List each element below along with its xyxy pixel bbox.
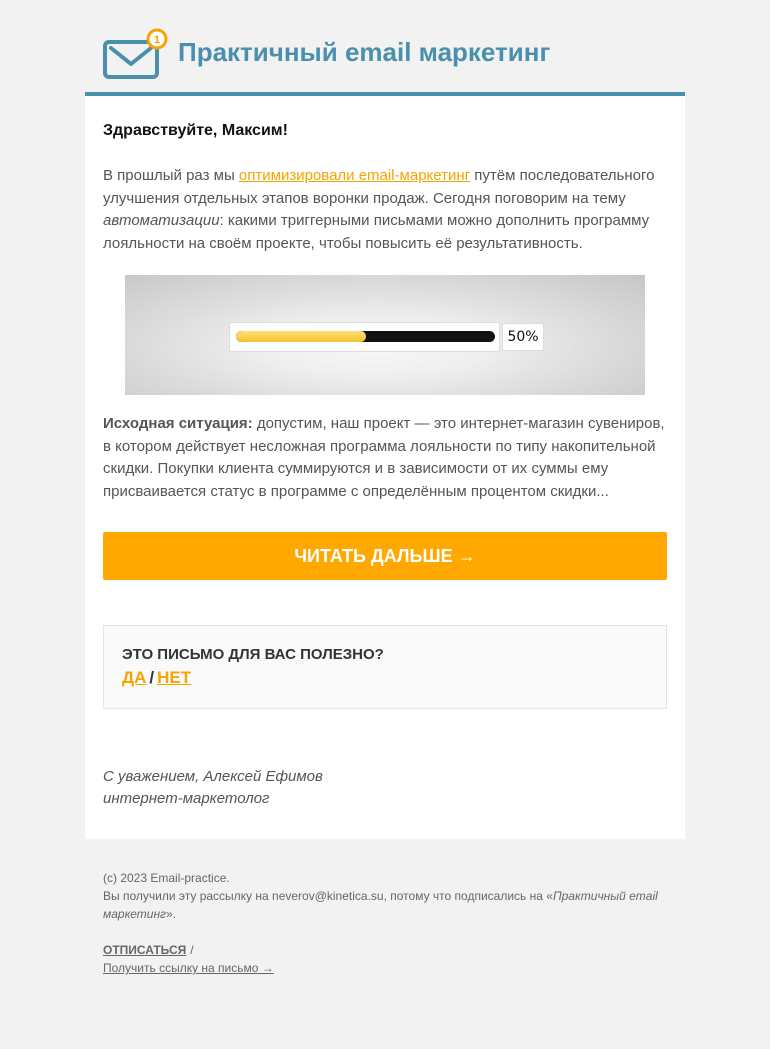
- email-footer: [85, 839, 685, 977]
- envelope-with-badge-icon: [103, 28, 169, 80]
- footer-links: [103, 941, 667, 977]
- signature-role: интернет-маркетолог: [103, 790, 270, 808]
- feedback-box: [103, 625, 667, 709]
- feedback-question: ЭТО ПИСЬМО ДЛЯ ВАС ПОЛЕЗНО?: [122, 645, 384, 663]
- web-version-link[interactable]: Получить ссылку на письмо →: [103, 961, 274, 976]
- intro-text-start: В прошлый раз мы: [103, 167, 239, 184]
- progress-bar: [229, 322, 500, 352]
- unsubscribe-link[interactable]: ОТПИСАТЬСЯ: [103, 943, 187, 958]
- feedback-no-link[interactable]: НЕТ: [157, 667, 192, 687]
- feedback-yes-link[interactable]: ДА: [122, 667, 147, 687]
- progress-fill: [236, 331, 366, 342]
- footer-note-text: Вы получили эту рассылку на neverov@kinetica.su, потому что подписались на «: [103, 889, 553, 904]
- footer-links-separator: /: [190, 943, 194, 958]
- feedback-separator: /: [149, 667, 155, 687]
- signature-name: С уважением, Алексей Ефимов: [103, 767, 323, 785]
- footer-subscription-note: [103, 887, 667, 923]
- footer-note-end: ».: [165, 907, 176, 922]
- situation-text: допустим, наш проект — это интернет-магазин сувениров, в котором действует несложная программа лояльности по типу накопительной скидки. Покупки клиента суммируются и в зависимости от их суммы ему присваивается статус в программе с определённым процентом скидки...: [103, 414, 665, 500]
- footer-newsletter-name: Практичный email маркетинг: [103, 889, 658, 922]
- feedback-answers: [122, 668, 191, 688]
- intro-paragraph: [103, 165, 667, 256]
- intro-text-middle: путём последовательного улучшения отдельных этапов воронки продаж. Сегодня поговорим на тему: [103, 167, 655, 207]
- brand-title: Практичный email маркетинг: [178, 37, 551, 67]
- footer-copyright: (с) 2023 Email-practice.: [103, 871, 230, 886]
- email-header: [85, 0, 685, 96]
- intro-text-end: : какими триггерными письмами можно дополнить программу лояльности на своём проекте, чтобы повысить её результативность.: [103, 212, 650, 253]
- situation-heading: Исходная ситуация:: [103, 414, 253, 432]
- situation-paragraph: [103, 413, 667, 504]
- progress-track: [236, 331, 495, 342]
- logo-badge-number: 1: [153, 34, 161, 46]
- greeting: Здравствуйте, Максим!: [103, 122, 288, 139]
- previous-article-link[interactable]: оптимизировали email-маркетинг: [238, 167, 471, 184]
- email-container: [85, 0, 685, 977]
- article-banner-image[interactable]: [125, 275, 645, 395]
- read-more-button[interactable]: ЧИТАТЬ ДАЛЬШЕ →: [103, 532, 667, 580]
- signature: [103, 766, 667, 811]
- progress-percent-label: 50%: [502, 323, 544, 351]
- email-body: [85, 96, 685, 839]
- intro-emphasis: автоматизации: [103, 212, 220, 230]
